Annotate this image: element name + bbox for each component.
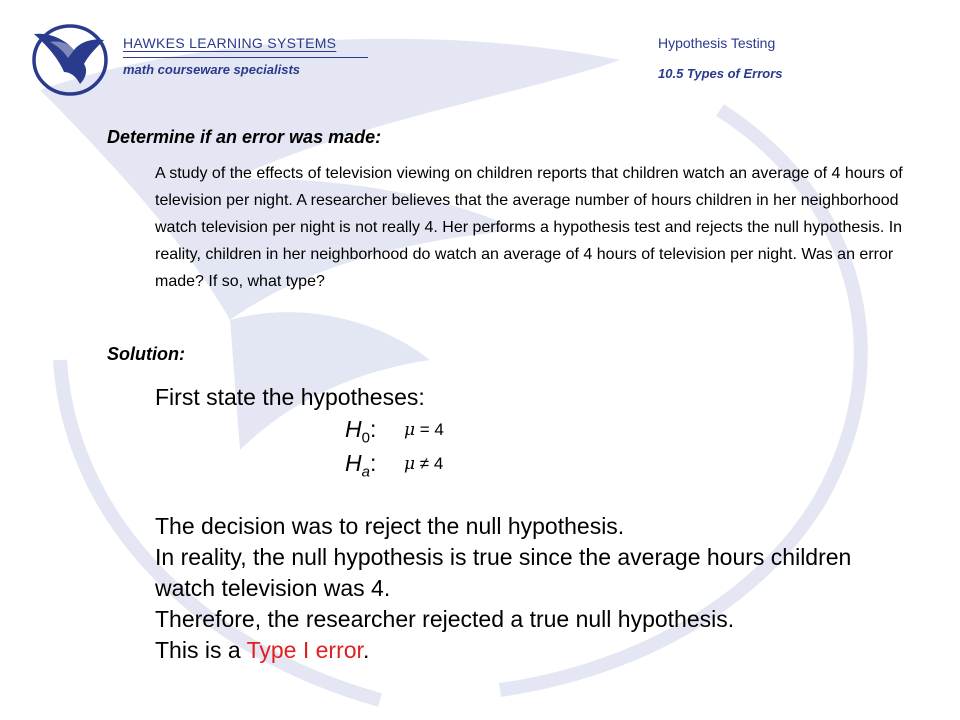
problem-text: A study of the effects of television viewing on children reports that children watch an average of 4 hours of television per night. A researcher believes that the average number of hours children in her neighborhood watch television per night is not really 4. Her performs a hypothesis test and rejects the null hypothesis. In reality, children in her neighborhood do watch an average of 4 hours of television per night. Was an error made? If so, what type? xyxy=(155,165,903,290)
conclusion-decision: The decision was to reject the null hypothesis. xyxy=(155,513,625,539)
alt-hypothesis-label: $H_a$: xyxy=(345,450,377,481)
state-hypotheses-text: First state the hypotheses: xyxy=(155,384,425,410)
hawkes-logo xyxy=(30,22,110,98)
company-name: HAWKES LEARNING SYSTEMS xyxy=(123,35,337,51)
conclusion-reality: In reality, the null hypothesis is true since the average hours children watch television was 4. xyxy=(155,544,852,601)
eagle-logo-icon xyxy=(30,22,110,98)
error-type-highlight: Type I error xyxy=(246,637,363,663)
conclusion-error-type: This is a Type I error. xyxy=(155,637,370,663)
mu-symbol: μ xyxy=(404,420,416,440)
conclusion-therefore: Therefore, the researcher rejected a true null hypothesis. xyxy=(155,606,735,632)
solution-heading: Solution: xyxy=(107,344,185,364)
chapter-topic: Hypothesis Testing xyxy=(658,35,776,51)
null-hypothesis-label: $H_0$: xyxy=(345,416,377,447)
section-title: 10.5 Types of Errors xyxy=(658,66,783,81)
alt-hypothesis-value: μ ≠ 4 xyxy=(404,454,444,474)
mu-symbol: μ xyxy=(404,454,416,474)
company-tagline: math courseware specialists xyxy=(123,62,301,77)
header-divider xyxy=(123,57,368,58)
null-hypothesis-value: μ = 4 xyxy=(404,420,444,440)
problem-heading: Determine if an error was made: xyxy=(107,127,382,147)
